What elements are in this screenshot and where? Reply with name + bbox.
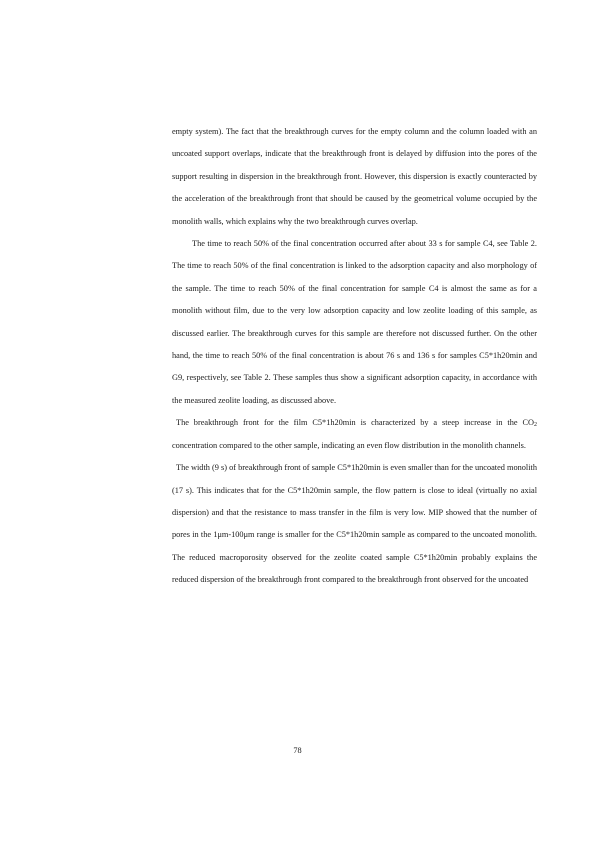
page-number: 78 — [293, 746, 302, 755]
paragraph-4: The width (9 s) of breakthrough front of sample C5*1h20min is even smaller than for the uncoated monolith (17 s). This indicates that for the C5*1h20min sample, the flow pattern is close to ideal (virtually no axial dispersion) and that the resistance to mass transfer in the film is very low. MIP showed that the number of pores in the 1μm-100μm range is smaller for the C5*1h20min sample as compared to the uncoated monolith. The reduced macroporosity observed for the zeolite coated sample C5*1h20min probably explains the reduced dispersion of the breakthrough front compared to the breakthrough front observed for the uncoated — [172, 463, 537, 585]
body-text — [172, 121, 537, 592]
paragraph-3 — [172, 412, 537, 457]
subscript-2: 2 — [534, 422, 537, 429]
paragraph-1: empty system). The fact that the breakthrough curves for the empty column and the column loaded with an uncoated support overlaps, indicate that the breakthrough front is delayed by diffusion into the pores of the support resulting in dispersion in the breakthrough front. However, this dispersion is exactly counteracted by the acceleration of the breakthrough front that should be caused by the geometrical volume occupied by the monolith walls, which explains why the two breakthrough curves overlap. — [172, 127, 537, 226]
paragraph-2: The time to reach 50% of the final concentration occurred after about 33 s for sample C4, see Table 2. The time to reach 50% of the final concentration is linked to the adsorption capacity and also morphology of the sample. The time to reach 50% of the final concentration for sample C4 is almost the same as for a monolith without film, due to the very low adsorption capacity and low zeolite loading of this sample, as discussed earlier. The breakthrough curves for this sample are therefore not discussed further. On the other hand, the time to reach 50% of the final concentration is about 76 s and 136 s for samples C5*1h20min and G9, respectively, see Table 2. These samples thus show a significant adsorption capacity, in accordance with the measured zeolite loading, as discussed above. — [172, 239, 537, 405]
paragraph-3-text-after: concentration compared to the other sample, indicating an even flow distribution in the monolith channels. — [172, 440, 526, 450]
paragraph-3-text-before: The breakthrough front for the film C5*1h20min is characterized by a steep increase in the CO — [176, 418, 534, 428]
